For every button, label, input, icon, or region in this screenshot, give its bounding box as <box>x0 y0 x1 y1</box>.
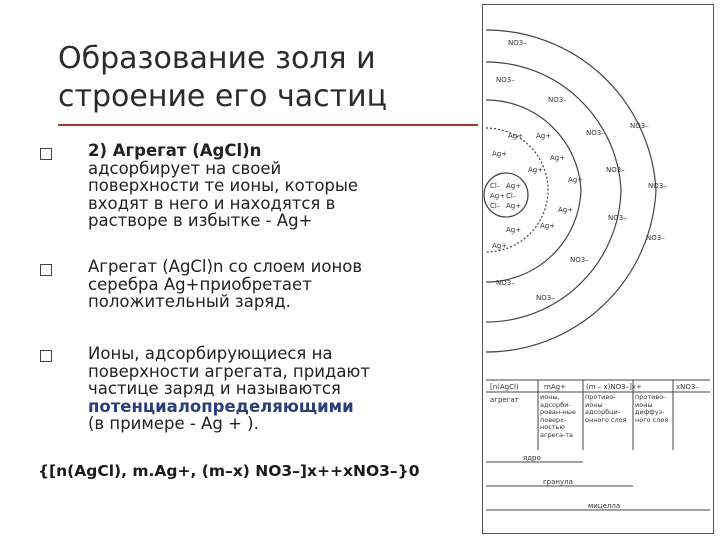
no3-ion: NO3– <box>536 294 555 302</box>
ag-ion: Ag+ <box>506 226 522 234</box>
ag-ion: Ag+ <box>508 132 524 140</box>
item1-line3: поверхности те ионы, которые <box>88 176 359 195</box>
no3-ion: NO3– <box>646 234 665 242</box>
no3-ion: NO3– <box>570 256 589 264</box>
item2-line2: серебра Ag+приобретает <box>88 274 312 294</box>
item1-line4: входят в него и находятся в <box>88 193 336 213</box>
column-label: противо-ионы диффуз-ного слоя <box>635 394 669 424</box>
item1-line2: адсорбирует на своей <box>88 158 282 178</box>
bracket-label-granule: гранула <box>543 478 573 486</box>
slide-title <box>58 40 418 116</box>
ag-ion: Ag+ <box>528 166 544 174</box>
item1-line5: растворе в избытке - Ag+ <box>88 211 313 230</box>
ag-ion: Ag+ <box>536 132 552 140</box>
ag-ion: Ag+ <box>492 150 508 158</box>
no3-ion: NO3– <box>496 76 515 84</box>
item1-line1: 2) Агрегат (AgCl)n <box>88 141 262 160</box>
micelle-svg <box>478 0 720 540</box>
bullet-item-1 <box>88 142 448 230</box>
ag-ion: Ag+ <box>492 242 508 250</box>
title-divider <box>58 124 478 126</box>
bullet-item-3 <box>88 345 448 433</box>
formula-part: mAg+ <box>544 383 566 391</box>
column-label: противо-ионы адсорбци-онного слоя <box>585 394 627 424</box>
formula-part: xNO3– <box>676 383 699 391</box>
item3-line4: потенциалопределяющими <box>88 396 354 416</box>
cl-ion: Cl– <box>506 192 517 200</box>
no3-ion: NO3– <box>508 39 527 47</box>
cl-ion: Cl– <box>490 202 501 210</box>
cl-ion: Cl– <box>490 182 501 190</box>
title-line-1: Образование золя и <box>58 41 376 76</box>
formula-part: (m – x)NO3–]x+ <box>586 383 642 391</box>
no3-ion: NO3– <box>608 214 627 222</box>
item3-line5: (в примере - Ag + ). <box>88 414 259 433</box>
bullet-square-3 <box>40 350 52 362</box>
micelle-formula: {[n(AgCl), m.Ag+, (m–x) NO3–]x++xNO3–}0 <box>38 462 420 480</box>
arc-adsorption <box>486 100 584 282</box>
ag-ion: Ag+ <box>490 192 506 200</box>
item2-line3: положительный заряд. <box>88 292 291 311</box>
item2-line1: Агрегат (AgCl)n со слоем ионов <box>88 257 363 276</box>
column-label: ионы, адсорби-рован-ные поверх-ностью агрега-та <box>540 394 576 439</box>
bullet-square-1 <box>40 148 52 160</box>
ag-ion: Ag+ <box>540 222 556 230</box>
no3-ion: NO3– <box>606 166 625 174</box>
ag-ion: Ag+ <box>568 176 584 184</box>
title-line-2: строение его частиц <box>58 79 388 114</box>
no3-ion: NO3– <box>548 96 567 104</box>
bullet-item-2 <box>88 258 448 311</box>
formula-part: [n(AgCl) <box>490 383 519 391</box>
item3-line1: Ионы, адсорбирующиеся на <box>88 344 333 363</box>
ag-ion: Ag+ <box>506 182 522 190</box>
bracket-label-core: ядро <box>523 454 541 462</box>
no3-ion: NO3– <box>496 279 515 287</box>
ag-ion: Ag+ <box>506 202 522 210</box>
ag-ion: Ag+ <box>558 206 574 214</box>
no3-ion: NO3– <box>630 122 649 130</box>
item3-line3: частице заряд и называются <box>88 379 341 398</box>
bracket-label-micelle: мицелла <box>588 502 621 510</box>
no3-ion: NO3– <box>648 182 667 190</box>
ag-ion: Ag+ <box>550 154 566 162</box>
bullet-square-2 <box>40 264 52 276</box>
column-label: агрегат <box>490 396 519 404</box>
micelle-diagram <box>478 0 720 540</box>
item3-line2: поверхности агрегата, придают <box>88 361 370 381</box>
no3-ion: NO3– <box>586 129 605 137</box>
